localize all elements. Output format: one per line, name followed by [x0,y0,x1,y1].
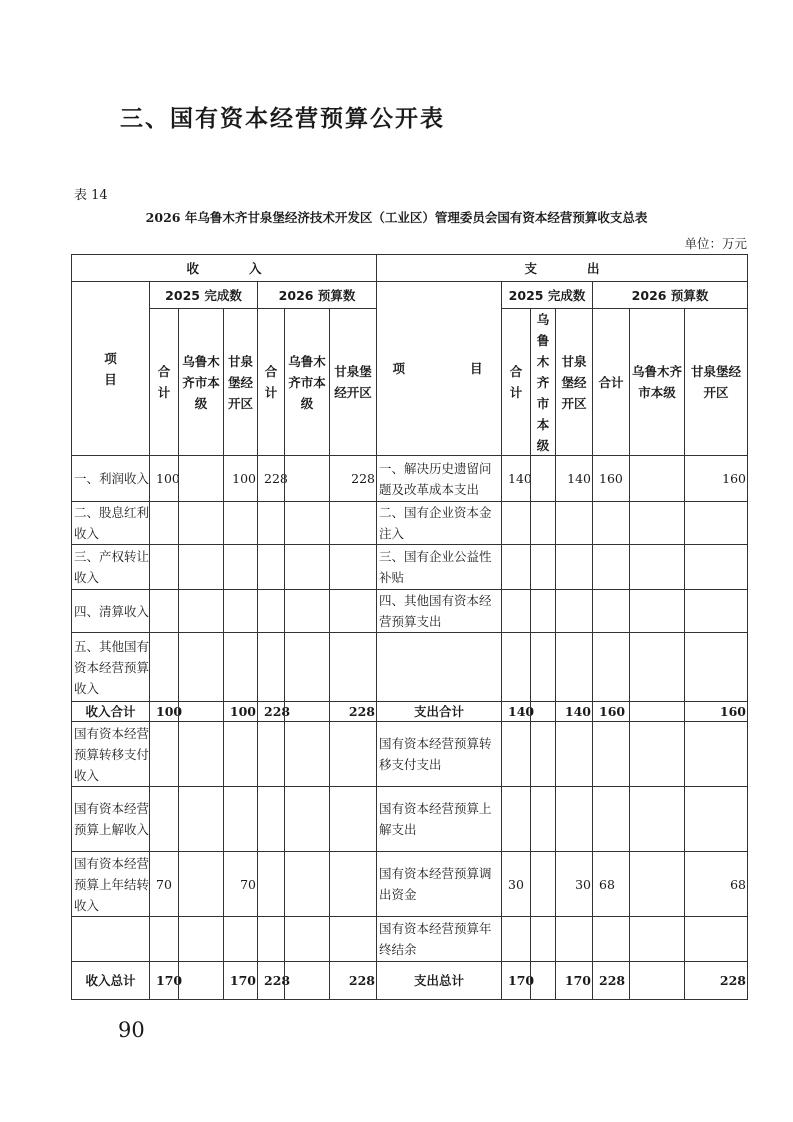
income-row-v2025-district [223,916,258,962]
expense-row-v2025-city [530,501,556,545]
column-header-city-level: 乌鲁木齐市本级 [178,308,224,456]
page-number: 90 [118,1018,145,1042]
expense-row-v2026-city [629,786,685,852]
income-row-v2025-city [178,916,224,962]
income-row-v2026-district: 228 [329,961,377,1000]
expense-row-v2025-total [501,501,531,545]
income-row-v2025-city [178,721,224,787]
column-header-city-level: 乌鲁木齐市本级 [629,308,685,456]
income-row-v2025-total [149,721,179,787]
income-row-v2025-district [223,632,258,702]
income-row-v2025-district: 170 [223,961,258,1000]
income-row-v2025-district [223,721,258,787]
income-row-v2026-district [329,916,377,962]
income-row-v2025-district [223,501,258,545]
income-row-label: 五、其他国有资本经营预算收入 [71,632,150,702]
income-row-v2025-total: 70 [149,851,179,917]
column-header-city-level: 乌鲁木齐市本级 [284,308,330,456]
expense-row-v2025-city [530,961,556,1000]
column-header-total: 合计 [501,308,531,456]
expense-row-v2025-total: 170 [501,961,531,1000]
income-row-v2025-total [149,916,179,962]
income-row-v2026-total [257,851,285,917]
income-row-v2025-city [178,786,224,852]
expense-row-label: 国有资本经营预算上解支出 [376,786,502,852]
income-row-v2026-total [257,786,285,852]
income-row-v2025-district: 100 [223,701,258,722]
income-row-v2026-total [257,589,285,633]
expense-row-v2025-district: 140 [555,455,593,502]
expense-row-v2026-district [684,632,748,702]
expense-row-v2026-total [592,721,630,787]
income-row-v2025-total [149,589,179,633]
income-item-header: 项 目 [71,281,150,456]
column-header-city-level: 乌 鲁 木 齐 市 本 级 [530,308,556,456]
expense-row-v2026-total [592,632,630,702]
income-row-label: 收入总计 [71,961,150,1000]
income-row-label: 国有资本经营预算上年结转收入 [71,851,150,917]
expense-row-v2025-city [530,721,556,787]
income-row-v2026-city [284,632,330,702]
expense-row-v2025-district [555,544,593,590]
expense-2026-header: 2026 预算数 [592,281,748,309]
expense-row-v2026-city [629,721,685,787]
expense-row-v2026-city [629,851,685,917]
income-row-v2025-city [178,701,224,722]
expense-row-v2026-district: 160 [684,455,748,502]
income-row-v2026-city [284,501,330,545]
expense-row-v2026-district: 68 [684,851,748,917]
expense-row-v2025-total [501,721,531,787]
expense-row-v2025-district [555,786,593,852]
income-row-v2026-city [284,589,330,633]
expense-row-v2025-city [530,544,556,590]
expense-row-v2026-city [629,701,685,722]
expense-row-v2026-city [629,455,685,502]
expense-row-v2026-city [629,501,685,545]
expense-row-v2026-district [684,589,748,633]
expense-row-v2026-total [592,786,630,852]
income-row-label: 国有资本经营预算转移支付收入 [71,721,150,787]
income-row-v2026-city [284,721,330,787]
income-row-label: 三、产权转让收入 [71,544,150,590]
expense-row-label: 二、国有企业资本金注入 [376,501,502,545]
expense-2025-header: 2025 完成数 [501,281,593,309]
expense-row-v2026-district: 228 [684,961,748,1000]
column-header-total: 合计 [592,308,630,456]
expense-row-v2026-district [684,721,748,787]
income-row-v2026-city [284,455,330,502]
expense-row-label: 四、其他国有资本经营预算支出 [376,589,502,633]
expense-row-v2025-district: 140 [555,701,593,722]
expense-row-v2025-district [555,589,593,633]
income-row-label [71,916,150,962]
expense-row-v2025-city [530,851,556,917]
expense-row-v2025-total [501,916,531,962]
expense-row-v2025-district: 170 [555,961,593,1000]
expense-row-v2025-total: 30 [501,851,531,917]
expense-row-v2025-city [530,786,556,852]
income-row-v2026-district [329,721,377,787]
income-row-label: 收入合计 [71,701,150,722]
income-row-v2026-total [257,632,285,702]
income-row-v2025-total [149,632,179,702]
income-row-v2025-city [178,851,224,917]
expense-row-v2025-total [501,786,531,852]
expense-row-v2025-city [530,632,556,702]
expense-row-v2026-total [592,916,630,962]
expense-row-v2026-district [684,544,748,590]
expense-row-v2026-total: 160 [592,701,630,722]
income-2025-header: 2025 完成数 [149,281,258,309]
income-row-v2026-city [284,916,330,962]
expense-row-v2025-district [555,916,593,962]
expense-row-label: 国有资本经营预算调出资金 [376,851,502,917]
expense-row-v2025-total [501,632,531,702]
column-header-district: 甘泉堡经开区 [223,308,258,456]
income-row-v2026-total [257,916,285,962]
expense-row-v2025-city [530,701,556,722]
expense-row-v2025-city [530,916,556,962]
expense-row-v2026-city [629,544,685,590]
income-row-label: 二、股息红利收入 [71,501,150,545]
expense-row-v2025-total [501,544,531,590]
income-row-v2026-district [329,851,377,917]
column-header-district: 甘泉堡经开区 [684,308,748,456]
income-row-v2026-total [257,501,285,545]
table-number: 表 14 [74,188,108,203]
expense-row-v2026-total [592,501,630,545]
table-title: 2026 年乌鲁木齐甘泉堡经济技术开发区（工业区）管理委员会国有资本经营预算收支总表 [145,210,648,225]
expense-row-v2026-district [684,786,748,852]
income-row-v2025-city [178,632,224,702]
income-row-label: 四、清算收入 [71,589,150,633]
expense-row-label [376,632,502,702]
income-row-v2026-district [329,589,377,633]
expense-row-v2026-total: 68 [592,851,630,917]
income-row-v2025-district: 70 [223,851,258,917]
income-row-v2025-total: 100 [149,455,179,502]
expense-row-v2026-total: 160 [592,455,630,502]
income-row-v2026-district: 228 [329,701,377,722]
expense-row-v2026-district [684,501,748,545]
income-row-v2026-district: 228 [329,455,377,502]
unit-label: 单位：万元 [684,236,747,251]
section-title: 三、国有资本经营预算公开表 [120,106,445,132]
expense-row-label: 国有资本经营预算年终结余 [376,916,502,962]
expense-row-v2025-city [530,589,556,633]
income-2026-header: 2026 预算数 [257,281,377,309]
expense-header: 支 出 [376,254,748,282]
expense-row-v2025-district [555,501,593,545]
column-header-total: 合 计 [257,308,285,456]
income-header: 收 入 [71,254,377,282]
expense-item-header: 项 目 [376,281,502,456]
income-row-v2025-district: 100 [223,455,258,502]
expense-row-v2026-district [684,916,748,962]
expense-row-v2026-total [592,589,630,633]
expense-row-v2026-district: 160 [684,701,748,722]
income-row-v2026-district [329,786,377,852]
income-row-v2025-district [223,544,258,590]
income-row-v2026-city [284,701,330,722]
expense-row-v2026-city [629,589,685,633]
income-row-v2026-total [257,721,285,787]
income-row-v2026-district [329,544,377,590]
income-row-v2026-city [284,544,330,590]
expense-row-label: 三、国有企业公益性补贴 [376,544,502,590]
expense-row-v2026-total [592,544,630,590]
expense-row-v2025-city [530,455,556,502]
income-row-v2025-total [149,544,179,590]
income-row-v2025-city [178,589,224,633]
column-header-total: 合计 [149,308,179,456]
income-row-v2025-city [178,501,224,545]
income-row-v2026-district [329,632,377,702]
income-row-v2025-district [223,589,258,633]
income-row-v2026-total: 228 [257,701,285,722]
income-row-v2026-total: 228 [257,961,285,1000]
expense-row-v2026-city [629,632,685,702]
expense-row-v2025-total [501,589,531,633]
income-row-v2025-total [149,501,179,545]
expense-row-v2026-city [629,961,685,1000]
income-row-v2026-city [284,786,330,852]
expense-row-v2026-city [629,916,685,962]
income-row-v2026-city [284,961,330,1000]
income-row-v2025-city [178,455,224,502]
expense-row-label: 一、解决历史遗留问题及改革成本支出 [376,455,502,502]
expense-row-v2025-district [555,632,593,702]
expense-row-v2025-district [555,721,593,787]
expense-row-label: 支出总计 [376,961,502,1000]
expense-row-v2025-total: 140 [501,455,531,502]
column-header-district: 甘泉堡经开区 [555,308,593,456]
income-row-v2026-city [284,851,330,917]
expense-row-v2025-district: 30 [555,851,593,917]
income-row-v2025-total: 100 [149,701,179,722]
expense-row-label: 国有资本经营预算转移支付支出 [376,721,502,787]
income-row-v2025-city [178,961,224,1000]
income-row-v2025-total: 170 [149,961,179,1000]
income-row-v2026-total: 228 [257,455,285,502]
income-row-label: 一、利润收入 [71,455,150,502]
expense-row-v2026-total: 228 [592,961,630,1000]
income-row-v2025-city [178,544,224,590]
income-row-label: 国有资本经营预算上解收入 [71,786,150,852]
expense-row-v2025-total: 140 [501,701,531,722]
column-header-district: 甘泉堡经开区 [329,308,377,456]
income-row-v2025-total [149,786,179,852]
income-row-v2026-total [257,544,285,590]
income-row-v2026-district [329,501,377,545]
income-row-v2025-district [223,786,258,852]
expense-row-label: 支出合计 [376,701,502,722]
